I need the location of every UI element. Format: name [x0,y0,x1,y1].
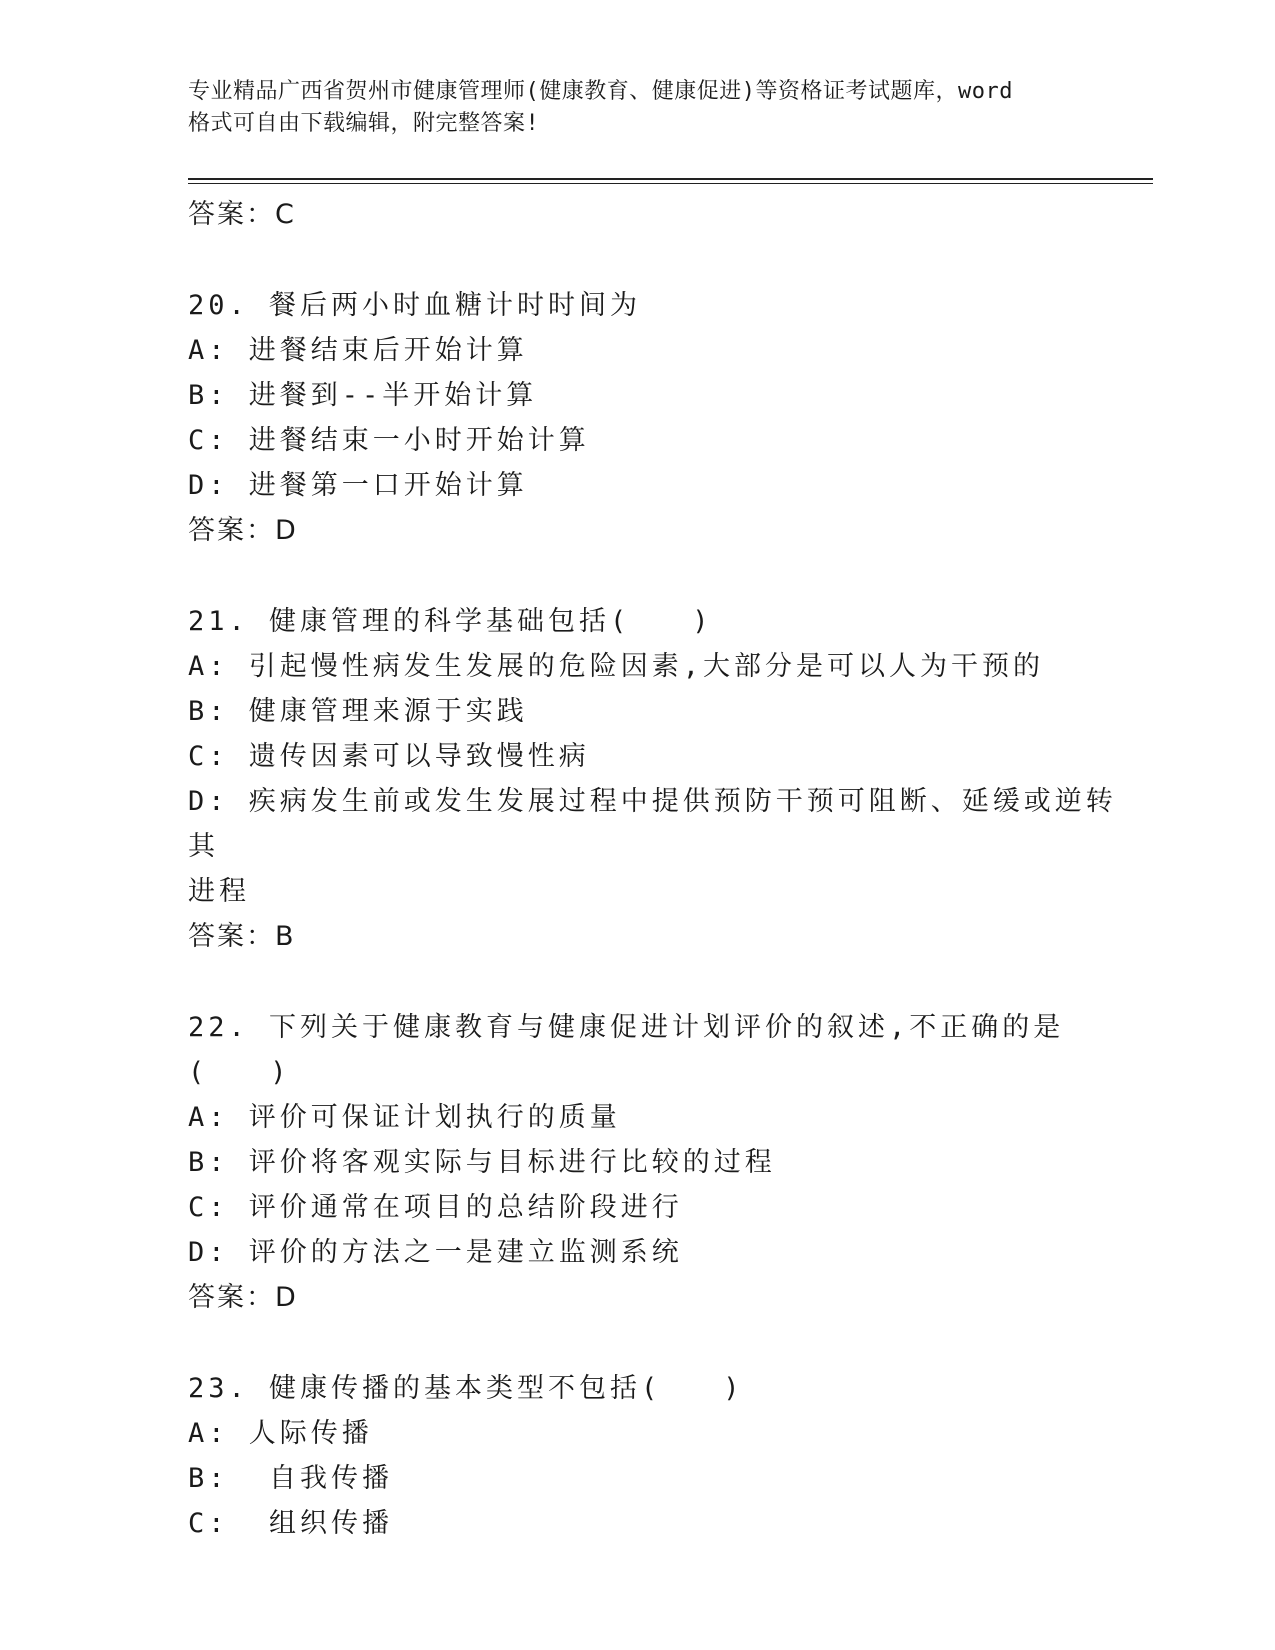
answer-value: D [275,515,297,546]
answer-label: 答案： [188,1282,275,1313]
question-block [188,1366,1138,1546]
answer-value: B [275,921,295,952]
question-stem: 23. 健康传播的基本类型不包括( ) [188,1373,744,1404]
question-block [188,599,1138,959]
question-block [188,283,1138,553]
option-b: B: 进餐到--半开始计算 [188,380,538,411]
answer-label: 答案： [188,515,275,546]
answer-line [188,192,1138,237]
header-divider-thin [188,183,1153,184]
option-b: B: 健康管理来源于实践 [188,696,528,727]
header-divider [188,178,1153,180]
option-b: B: 自我传播 [188,1463,394,1494]
option-a: A: 进餐结束后开始计算 [188,335,528,366]
option-b: B: 评价将客观实际与目标进行比较的过程 [188,1147,776,1178]
answer-line [188,508,1138,553]
answer-value: C [275,199,295,230]
option-a: A: 引起慢性病发生发展的危险因素,大部分是可以人为干预的 [188,651,1045,682]
option-c: C: 评价通常在项目的总结阶段进行 [188,1192,683,1223]
answer-value: D [275,1282,297,1313]
question-list [188,192,1138,1546]
option-d-continued: 进程 [188,876,250,907]
header-line-2: 格式可自由下载编辑，附完整答案! [188,111,540,136]
answer-line [188,1275,1138,1320]
answer-label: 答案： [188,199,275,230]
question-stem: 21. 健康管理的科学基础包括( ) [188,606,713,637]
document-header [188,76,1088,140]
header-line-1: 专业精品广西省贺州市健康管理师(健康教育、健康促进)等资格证考试题库，word [188,79,1013,104]
option-c: C: 组织传播 [188,1508,394,1539]
answer-line [188,914,1138,959]
question-block [188,1005,1138,1320]
option-d: D: 评价的方法之一是建立监测系统 [188,1237,683,1268]
option-a: A: 评价可保证计划执行的质量 [188,1102,621,1133]
option-a: A: 人际传播 [188,1418,373,1449]
question-stem: 20. 餐后两小时血糖计时时间为 [188,290,642,321]
option-d: D: 进餐第一口开始计算 [188,470,528,501]
option-c: C: 进餐结束一小时开始计算 [188,425,590,456]
question-stem: 22. 下列关于健康教育与健康促进计划评价的叙述,不正确的是( ) [188,1012,1065,1088]
answer-label: 答案： [188,921,275,952]
option-d: D: 疾病发生前或发生发展过程中提供预防干预可阻断、延缓或逆转其 [188,786,1117,862]
option-c: C: 遗传因素可以导致慢性病 [188,741,590,772]
